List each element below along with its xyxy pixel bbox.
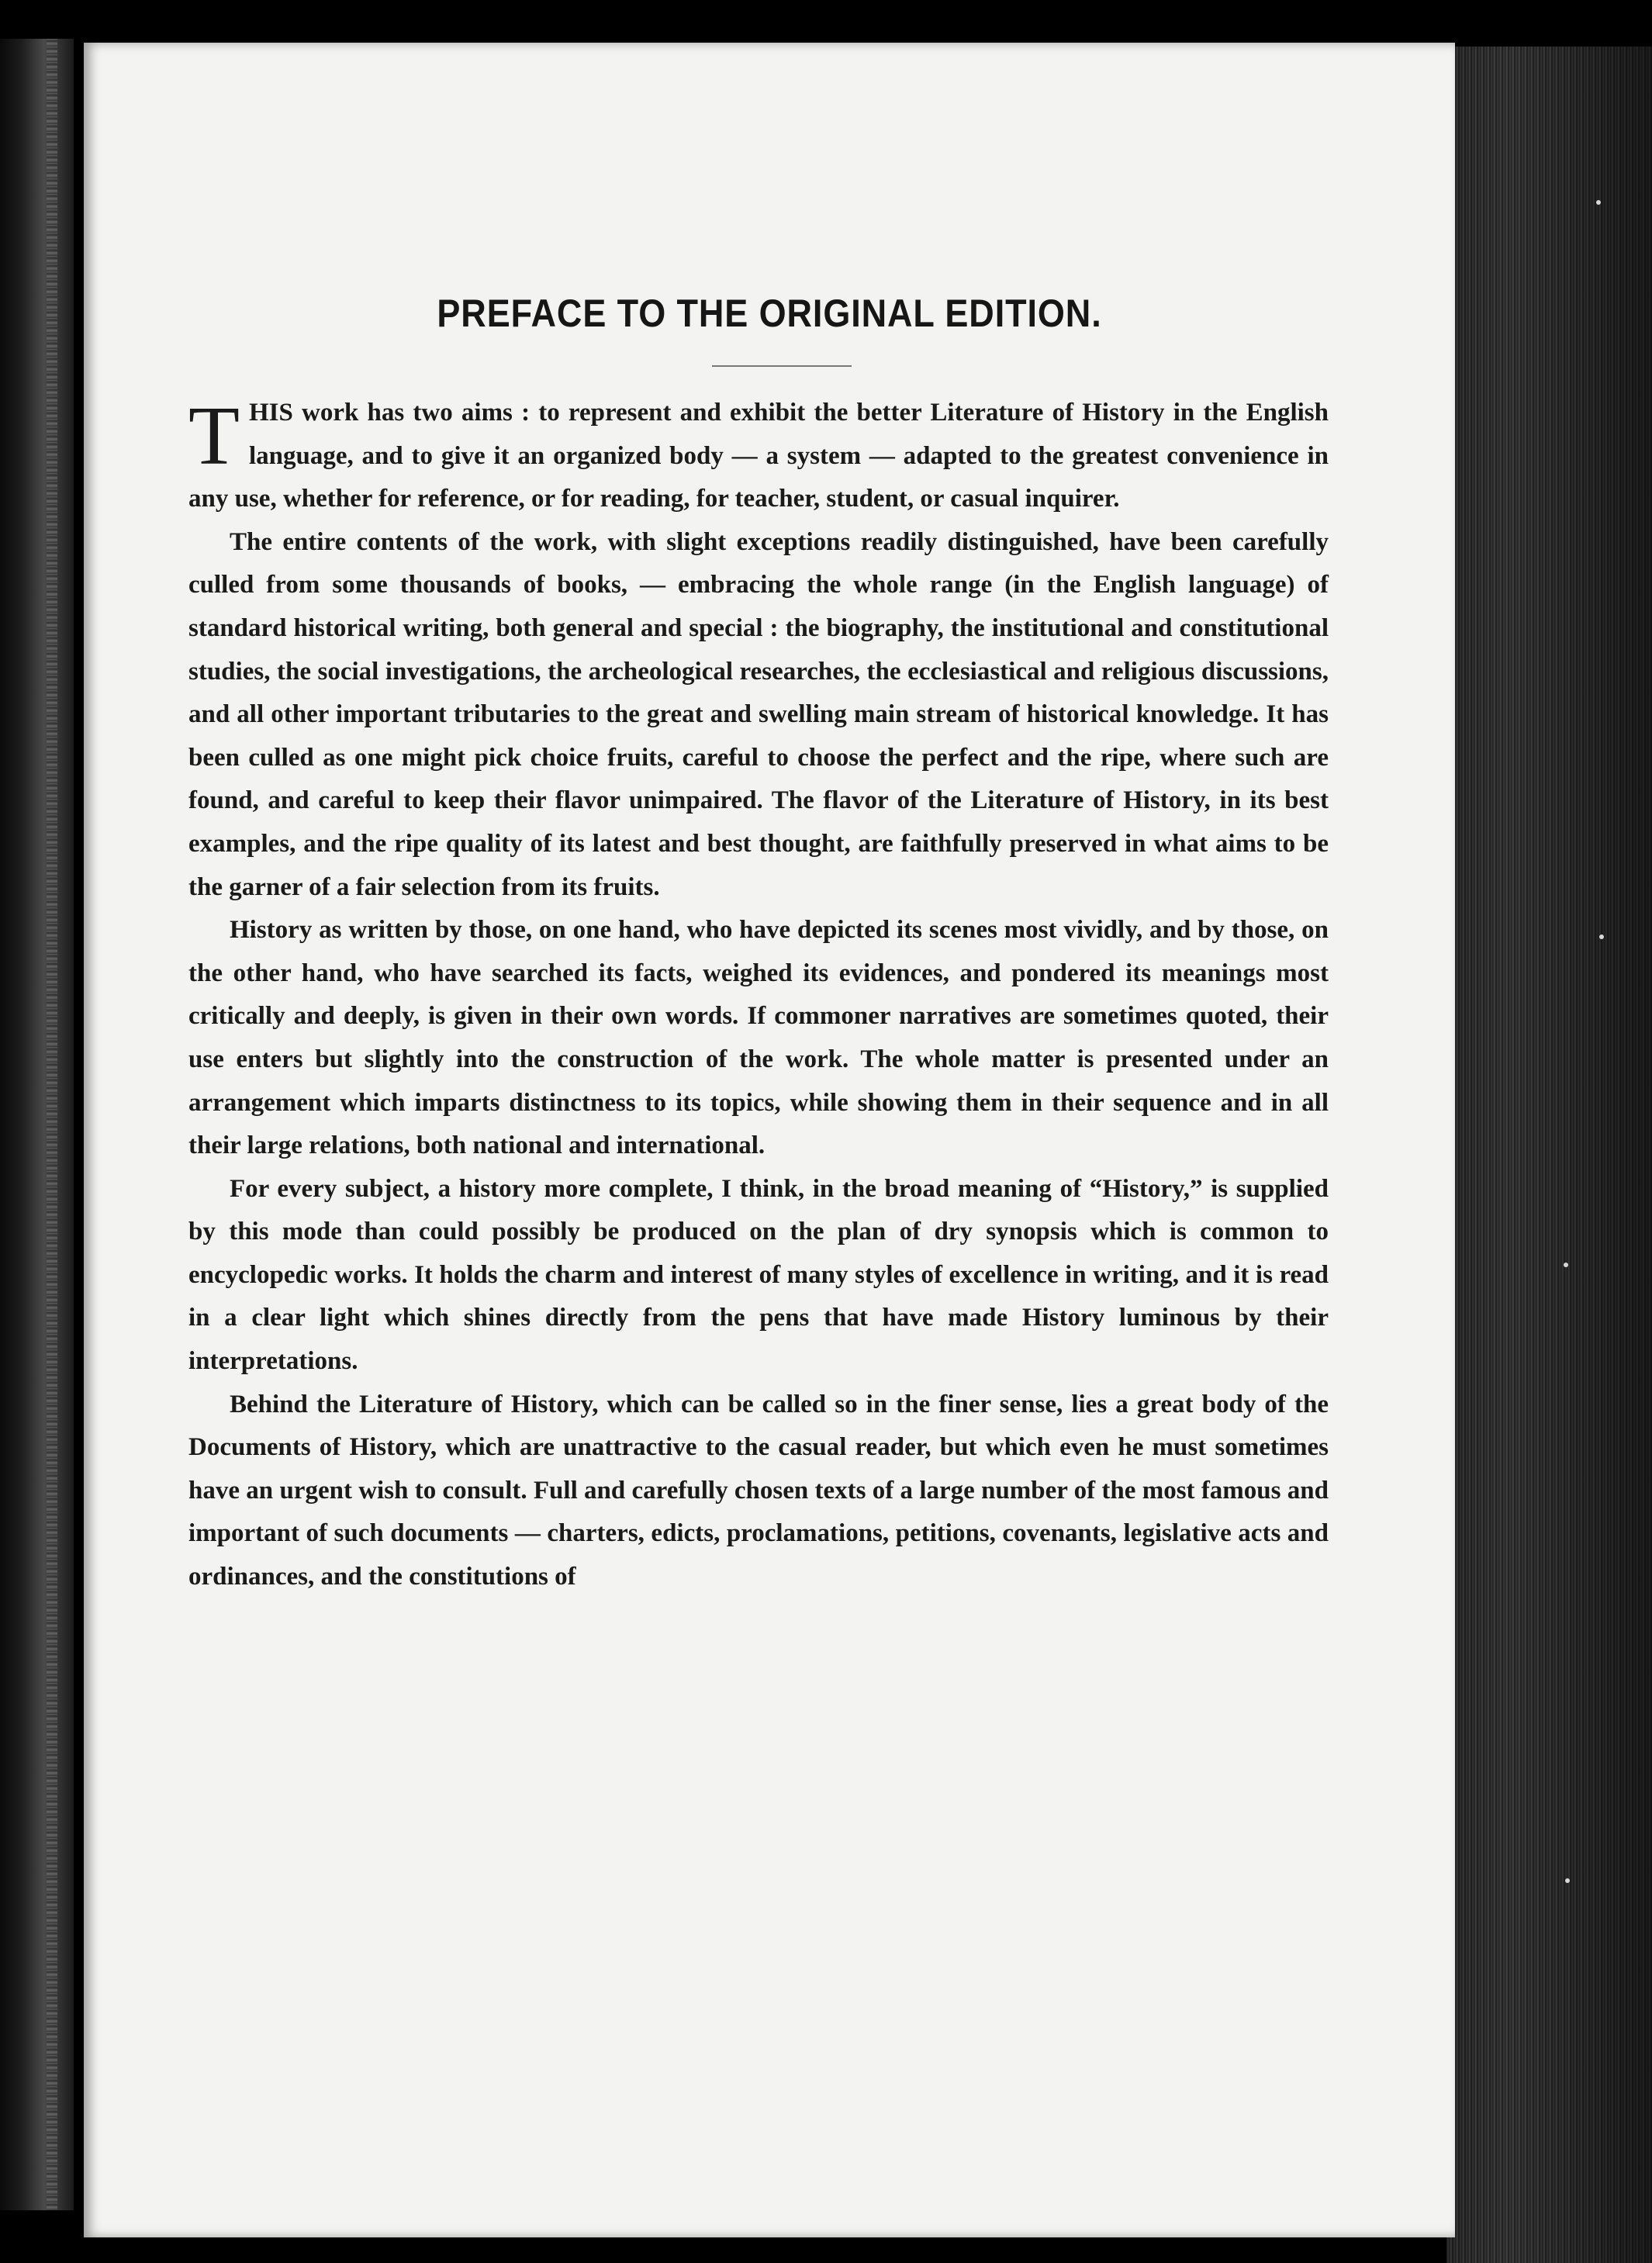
paragraph-5: Behind the Literature of History, which can be called so in the finer sense, lies a great body of the Documents of History, which are unattractive to the casual reader, but which even he must sometimes have an urgent wish to consult. Full and carefully chosen texts of a large number of the most famous and important of such documents — charters, edicts, proclamations, petitions, covenants, legislative acts and ordinances, and the constitutions of [188,1390,1329,1591]
paragraph-1 [188,392,1329,521]
drop-cap: T [188,390,240,482]
preface-body [188,392,1329,1599]
left-book-edge [0,39,74,2210]
paragraph-2: The entire contents of the work, with slight exceptions readily distinguished, have been carefully culled from some thousands of books, — embracing the whole range (in the English language) of standard historical writing, both general and special : the biography, the institutional and constitutional studies, the social investigations, the archeological researches, the ecclesiastical and religious discussions, and all other important tributaries to the great and swelling main stream of historical knowledge. It has been culled as one might pick choice fruits, careful to choose the perfect and the ripe, where such are found, and careful to keep their flavor unimpaired. The flavor of the Literature of History, in its best examples, and the ripe quality of its latest and best thought, are faithfully preserved in what aims to be the garner of a fair selection from its fruits. [188,527,1329,901]
page-title: PREFACE TO THE ORIGINAL EDITION. [437,292,1102,335]
paragraph-3: History as written by those, on one hand, who have depicted its scenes most vividly, and by those, on the other hand, who have searched its facts, weighed its evidences, and pondered its meanings most critically and deeply, is given in their own words. If commoner narratives are sometimes quoted, their use enters but slightly into the construction of the work. The whole matter is presented under an arrangement which imparts distinctness to its topics, while showing them in their sequence and in all their large relations, both national and international. [188,916,1329,1160]
paragraph-4: For every subject, a history more complete, I think, in the broad meaning of “History,” is supplied by this mode than could possibly be produced on the plan of dry synopsis which is common to encyclopedic works. It holds the charm and interest of many styles of excellence in writing, and it is read in a clear light which shines directly from the pens that have made History luminous by their interpretations. [188,1174,1329,1376]
book-page [84,43,1455,2237]
paragraph-1-text: HIS work has two aims : to represent and exhibit the better Literature of History in the English language, and to give it an organized body — a system — adapted to the greatest convenience in any use, whether for reference, or for reading, for teacher, student, or casual inquirer. [188,399,1329,513]
dust-speck [1599,935,1604,939]
dust-speck [1565,1878,1570,1883]
dust-speck [1596,200,1601,205]
dust-speck [1564,1263,1568,1267]
right-book-edge [1446,47,1652,2263]
title-rule [712,365,852,367]
